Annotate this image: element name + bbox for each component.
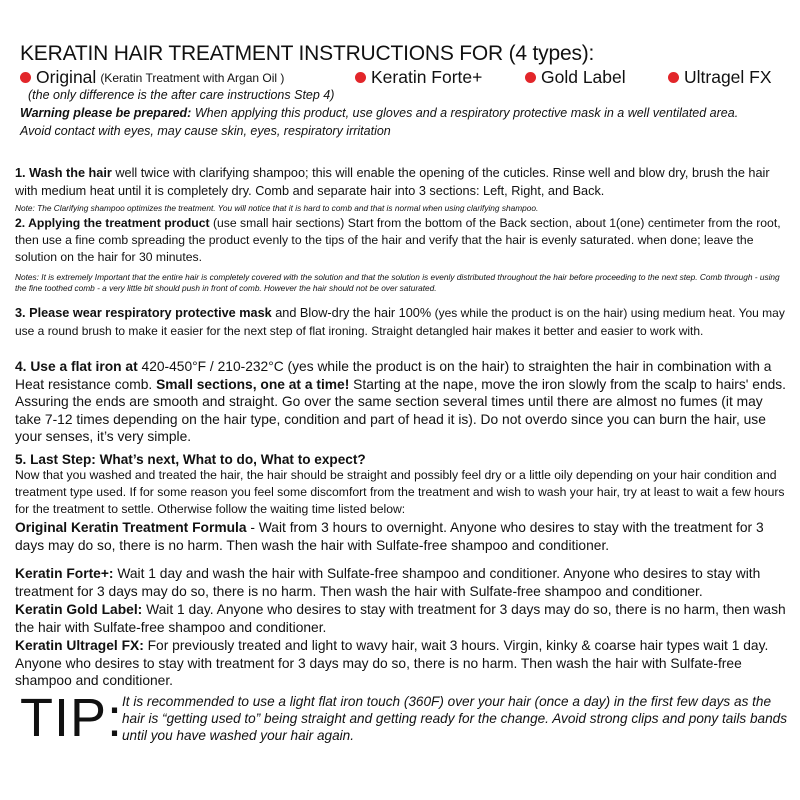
step-heading: 2. Applying the treatment product — [15, 216, 210, 230]
aftercare-text: Wait 1 day. Anyone who desires to stay with treatment for 3 days may do so, there is no harm, then wash the hair with Sulfate-free shampoo and conditioner. — [15, 602, 786, 635]
step-emphasis: Small sections, one at a time! — [156, 376, 350, 392]
aftercare-ultragel — [15, 637, 787, 690]
aftercare-text: Wait 1 day and wash the hair with Sulfate-free shampoo and conditioner. Anyone who desires to stay with treatment for 3 days may do so, there is no harm. Then wash the hair with Sulfate-free shampoo and conditioner. — [15, 566, 761, 599]
red-bullet-icon — [20, 72, 31, 83]
type-gold-label — [525, 67, 626, 88]
tip-text: It is recommended to use a light flat iron touch (360F) over your hair (once a day) in the first few days as the hair is “getting used to” being straight and getting ready for the change. Avoid strong clips and pony tails bands until you have washed your hair again. — [122, 694, 787, 743]
aftercare-label: Keratin Gold Label: — [15, 602, 143, 617]
warning-label: Warning please be prepared: — [20, 106, 192, 120]
aftercare-label: Keratin Ultragel FX: — [15, 638, 144, 653]
type-original — [20, 67, 284, 88]
step-heading: 4. Use a flat iron at — [15, 359, 138, 374]
step-3 — [15, 305, 787, 340]
step-1 — [15, 165, 787, 200]
aftercare-label: Original Keratin Treatment Formula — [15, 520, 247, 535]
aftercare-label: Keratin Forte+: — [15, 566, 114, 581]
aftercare-text: For previously treated and light to wavy hair, wait 3 hours. Virgin, kinky & coarse hair types wait 1 day. Anyone who desires to stay with treatment for 3 days may do so, there is no harm. Then wash the hair with Sulfate-free shampoo and conditioner. — [15, 638, 769, 688]
tip-label: TIP: — [20, 688, 124, 748]
aftercare-original — [15, 519, 787, 554]
step-heading: 3. Please wear respiratory protective mask — [15, 306, 272, 320]
step-heading: 1. Wash the hair — [15, 166, 112, 180]
step-2 — [15, 215, 787, 266]
step-text-detail: (yes while the product is on the hair) using medium heat. You may use a round brush to make it easier for the next step of flat ironing. Straight detangled hair makes it better and easier to work with. — [15, 306, 785, 338]
type-note: (Keratin Treatment with Argan Oil ) — [100, 70, 285, 85]
type-keratin-forte — [355, 67, 482, 88]
step-text: well twice with clarifying shampoo; this will enable the opening of the cuticles. Rinse well and blow dry, brush the hair with medium heat until it is completely dry. Comb and separate hair into 3 sections: Left, Right, and Back. — [15, 166, 770, 198]
step-4 — [15, 358, 787, 446]
step-5-heading — [15, 451, 787, 469]
step-heading: 5. Last Step: What’s next, What to do, What to expect? — [15, 452, 366, 467]
type-label: Ultragel FX — [684, 67, 772, 87]
difference-note: (the only difference is the after care instructions Step 4) — [28, 88, 335, 102]
aftercare-gold-label — [15, 601, 787, 636]
aftercare-forte — [15, 565, 787, 600]
type-label: Gold Label — [541, 67, 626, 87]
step-text-continued: Starting at the nape, move the iron slowly from the scalp to hairs' ends. Assuring the ends are smooth and straight. Go over the same section several times until there are almost no fumes (it may take 7-12 times depending on the hair type, condition and part of head it is). Do not overdo since you can burn the hair, use your senses, it’s very simple. — [15, 376, 787, 444]
warning-line — [20, 106, 738, 120]
type-label: Original — [36, 67, 97, 87]
step-text: (use small hair sections) Start from the bottom of the Back section, about 1(one) centimeter from the root, then use a fine comb spreading the product evenly to the tips of the hair and verify that the hair is evenly saturated. when done; leave the solution on the hair for 30 minutes. — [15, 216, 781, 264]
treatment-types-row — [20, 67, 780, 87]
avoid-contact-line: Avoid contact with eyes, may cause skin, eyes, respiratory irritation — [20, 124, 391, 138]
type-label: Keratin Forte+ — [371, 67, 483, 87]
red-bullet-icon — [525, 72, 536, 83]
step-2-note: Notes: It is extremely Important that the entire hair is completely covered with the solution and that the solution is evenly distributed throughout the hair before proceeding to the next step. Comb through - using the fine toothed comb - a very little bit should push in front of comb. However the hair should not be over saturated. — [15, 272, 780, 293]
red-bullet-icon — [668, 72, 679, 83]
step-1-note: Note: The Clarifying shampoo optimizes the treatment. You will notice that it is hard to comb and that is normal when using clarifying shampoo. — [15, 203, 539, 213]
step-text: and Blow-dry the hair 100% — [271, 306, 435, 320]
warning-text: When applying this product, use gloves and a respiratory protective mask in a well ventilated area. — [191, 106, 739, 120]
step-text: 420-450°F / 210-232°C (yes while the product is on the hair) to straighten the hair in combination with a Heat resistance comb. — [15, 359, 772, 392]
red-bullet-icon — [355, 72, 366, 83]
page-title: KERATIN HAIR TREATMENT INSTRUCTIONS FOR (4 types): — [20, 42, 595, 65]
aftercare-text: - Wait from 3 hours to overnight. Anyone who desires to stay with the treatment for 3 days may do so, there is no harm. Then wash the hair with Sulfate-free shampoo and conditioner. — [15, 520, 764, 553]
step-5-text: Now that you washed and treated the hair, the hair should be straight and possibly feel dry or a little oily depending on your hair condition and treatment type used. If for some reason you feel some discomfort from the treatment and wish to wash your hair, try at least to wait a few hours for the treatment to settle. Otherwise follow the waiting time listed below: — [15, 468, 785, 516]
type-ultragel-fx — [668, 67, 772, 88]
